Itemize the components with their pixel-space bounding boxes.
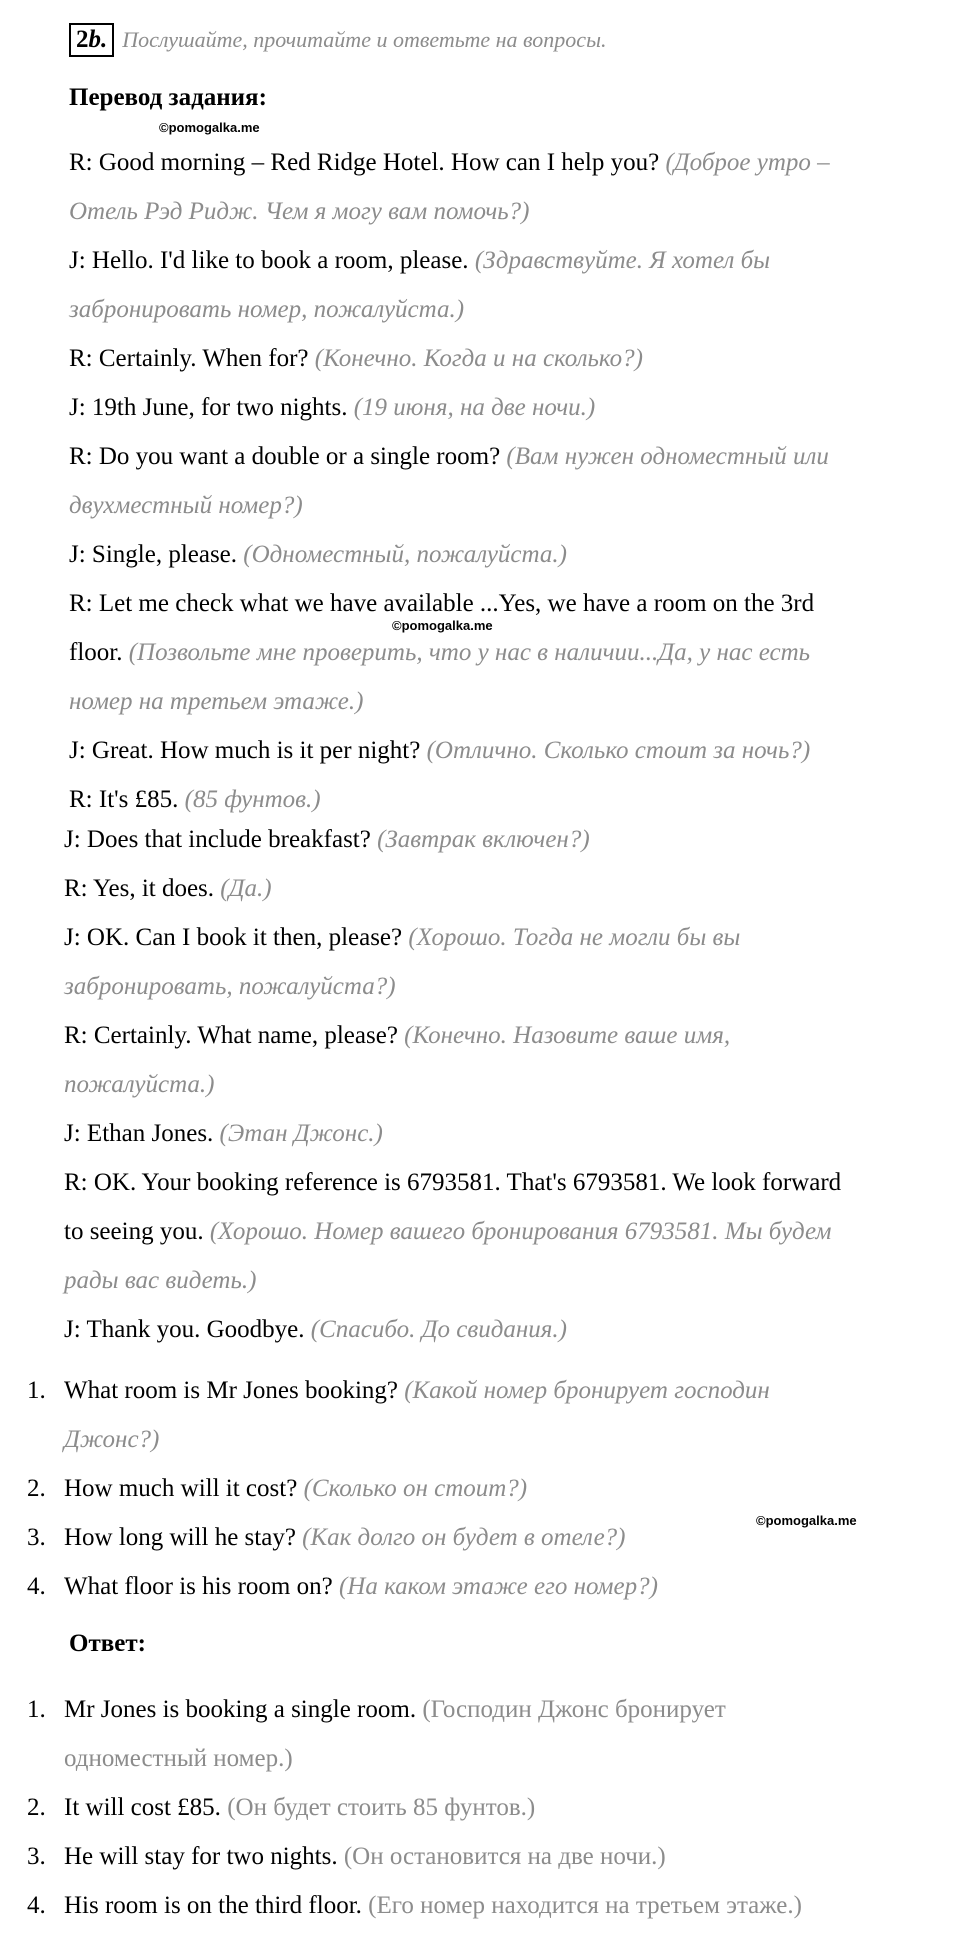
question-item: [64, 1366, 954, 1415]
dialogue-line: [64, 1256, 954, 1305]
question-en: How long will he stay?: [64, 1524, 303, 1551]
dialogue-line: [69, 677, 959, 726]
dialogue-line: [64, 913, 954, 962]
dialogue-en: R: Do you want a double or a single room?: [69, 443, 507, 470]
answer-number: 4.: [27, 1892, 46, 1919]
dialogue-ru: (85 фунтов.): [184, 786, 321, 813]
dialogue-ru: рады вас видеть.): [64, 1267, 257, 1294]
dialogue-ru: (Одноместный, пожалуйста.): [243, 541, 567, 568]
dialogue-line: [69, 481, 959, 530]
answer-ru: (Господин Джонс бронирует: [422, 1696, 726, 1723]
dialogue-ru: забронировать, пожалуйста?): [64, 973, 396, 1000]
answer-en: Mr Jones is booking a single room.: [64, 1696, 423, 1723]
question-item: [64, 1513, 954, 1562]
dialogue-line: [64, 1011, 954, 1060]
dialogue-ru: (Завтрак включен?): [377, 826, 590, 853]
dialogue-ru: Отель Рэд Ридж. Чем я могу вам помочь?): [69, 198, 530, 225]
dialogue-ru: номер на третьем этаже.): [69, 688, 364, 715]
translation-heading: Перевод задания:: [69, 84, 267, 111]
dialogue-line: [64, 1158, 954, 1207]
question-en: What room is Mr Jones booking?: [64, 1377, 405, 1404]
question-en: What floor is his room on?: [64, 1573, 339, 1600]
dialogue-line: [69, 530, 959, 579]
answer-number: 1.: [27, 1696, 46, 1723]
dialogue-line: [69, 726, 959, 775]
dialogue-ru: забронировать номер, пожалуйста.): [69, 296, 465, 323]
question-ru: (Как долго он будет в отеле?): [302, 1524, 626, 1551]
dialogue-ru: (Этан Джонс.): [219, 1120, 383, 1147]
dialogue-ru: (Конечно. Назовите ваше имя,: [404, 1022, 731, 1049]
answer-number: 2.: [27, 1794, 46, 1821]
dialogue-line: [64, 1109, 954, 1158]
answer-en: It will cost £85.: [64, 1794, 228, 1821]
dialogue-en: R: Let me check what we have available ...Yes, we have a room on the 3rd: [69, 590, 815, 617]
answer-item: [64, 1832, 954, 1881]
dialogue-line: [64, 962, 954, 1011]
dialogue-ru: (19 июня, на две ночи.): [353, 394, 596, 421]
dialogue-ru: пожалуйста.): [64, 1071, 215, 1098]
dialogue-line: [69, 628, 959, 677]
answer-en: He will stay for two nights.: [64, 1843, 344, 1870]
dialogue-ru: (Да.): [220, 875, 272, 902]
question-ru: (Сколько он стоит?): [303, 1475, 528, 1502]
dialogue-en: J: Hello. I'd like to book a room, please.: [69, 247, 475, 274]
answer-ru: (Его номер находится на третьем этаже.): [368, 1892, 802, 1919]
dialogue-line: [64, 1305, 954, 1354]
dialogue-en: R: Yes, it does.: [64, 875, 221, 902]
answer-ru: (Он будет стоить 85 фунтов.): [227, 1794, 536, 1821]
dialogue-line: [69, 236, 959, 285]
dialogue-ru: (Позвольте мне проверить, что у нас в наличии...Да, у нас есть: [128, 639, 811, 666]
question-item: [64, 1464, 954, 1513]
answer-ru: одноместный номер.): [64, 1745, 293, 1772]
dialogue-line: [69, 432, 959, 481]
dialogue-en: J: Great. How much is it per night?: [69, 737, 427, 764]
dialogue-line: [69, 579, 959, 628]
task-header: [69, 20, 606, 60]
dialogue-ru: (Вам нужен одноместный или: [506, 443, 829, 470]
answer-heading: Ответ:: [69, 1630, 146, 1657]
dialogue-ru: (Хорошо. Тогда не могли бы вы: [408, 924, 741, 951]
dialogue-line: [69, 383, 959, 432]
dialogue-ru: (Доброе утро –: [665, 149, 830, 176]
watermark: ©pomogalka.me: [756, 1513, 857, 1528]
dialogue-line: [64, 864, 954, 913]
dialogue-line: [64, 1060, 954, 1109]
answer-item: [64, 1685, 954, 1734]
dialogue-en: R: Certainly. When for?: [69, 345, 315, 372]
answer-item-cont: [64, 1734, 954, 1783]
dialogue-ru: (Здравствуйте. Я хотел бы: [474, 247, 771, 274]
answer-number: 3.: [27, 1843, 46, 1870]
dialogue-en: J: OK. Can I book it then, please?: [64, 924, 409, 951]
dialogue-line: [69, 187, 959, 236]
dialogue-en: J: Ethan Jones.: [64, 1120, 220, 1147]
question-en: How much will it cost?: [64, 1475, 304, 1502]
question-ru: (На каком этаже его номер?): [338, 1573, 658, 1600]
question-ru: (Какой номер бронирует господин: [404, 1377, 770, 1404]
dialogue-en: J: Single, please.: [69, 541, 244, 568]
watermark: ©pomogalka.me: [159, 120, 260, 135]
task-number-box: [69, 23, 114, 57]
dialogue-line: [69, 334, 959, 383]
question-item: [64, 1562, 954, 1611]
question-item-cont: [64, 1415, 954, 1464]
question-number: 3.: [27, 1524, 46, 1551]
dialogue-en: J: 19th June, for two nights.: [69, 394, 354, 421]
dialogue-ru: (Спасибо. До свидания.): [310, 1316, 567, 1343]
dialogue-ru: (Отлично. Сколько стоит за ночь?): [426, 737, 811, 764]
answer-en: His room is on the third floor.: [64, 1892, 369, 1919]
dialogue-line: [64, 1207, 954, 1256]
dialogue-ru: двухместный номер?): [69, 492, 303, 519]
answer-ru: (Он остановится на две ночи.): [343, 1843, 666, 1870]
dialogue-en: J: Does that include breakfast?: [64, 826, 378, 853]
dialogue-en: R: Certainly. What name, please?: [64, 1022, 405, 1049]
question-number: 2.: [27, 1475, 46, 1502]
dialogue-ru: (Конечно. Когда и на сколько?): [314, 345, 644, 372]
question-ru: Джонс?): [64, 1426, 160, 1453]
dialogue-en: R: OK. Your booking reference is 6793581. That's 6793581. We look forward: [64, 1169, 842, 1196]
dialogue-line: [69, 285, 959, 334]
task-letter: b.: [88, 26, 108, 53]
watermark: ©pomogalka.me: [392, 618, 493, 633]
question-number: 4.: [27, 1573, 46, 1600]
dialogue-en: R: It's £85.: [69, 786, 185, 813]
dialogue-en: J: Thank you. Goodbye.: [64, 1316, 311, 1343]
dialogue-en: R: Good morning – Red Ridge Hotel. How can I help you?: [69, 149, 666, 176]
dialogue-en: to seeing you.: [64, 1218, 210, 1245]
dialogue-en: floor.: [69, 639, 129, 666]
answer-item: [64, 1881, 954, 1930]
question-number: 1.: [27, 1377, 46, 1404]
dialogue-line: [69, 138, 959, 187]
task-instruction: Послушайте, прочитайте и ответьте на вопросы.: [122, 27, 607, 52]
task-number: 2: [76, 26, 89, 53]
answer-item: [64, 1783, 954, 1832]
dialogue-ru: (Хорошо. Номер вашего бронирования 6793581. Мы будем: [209, 1218, 832, 1245]
dialogue-line: [64, 815, 954, 864]
